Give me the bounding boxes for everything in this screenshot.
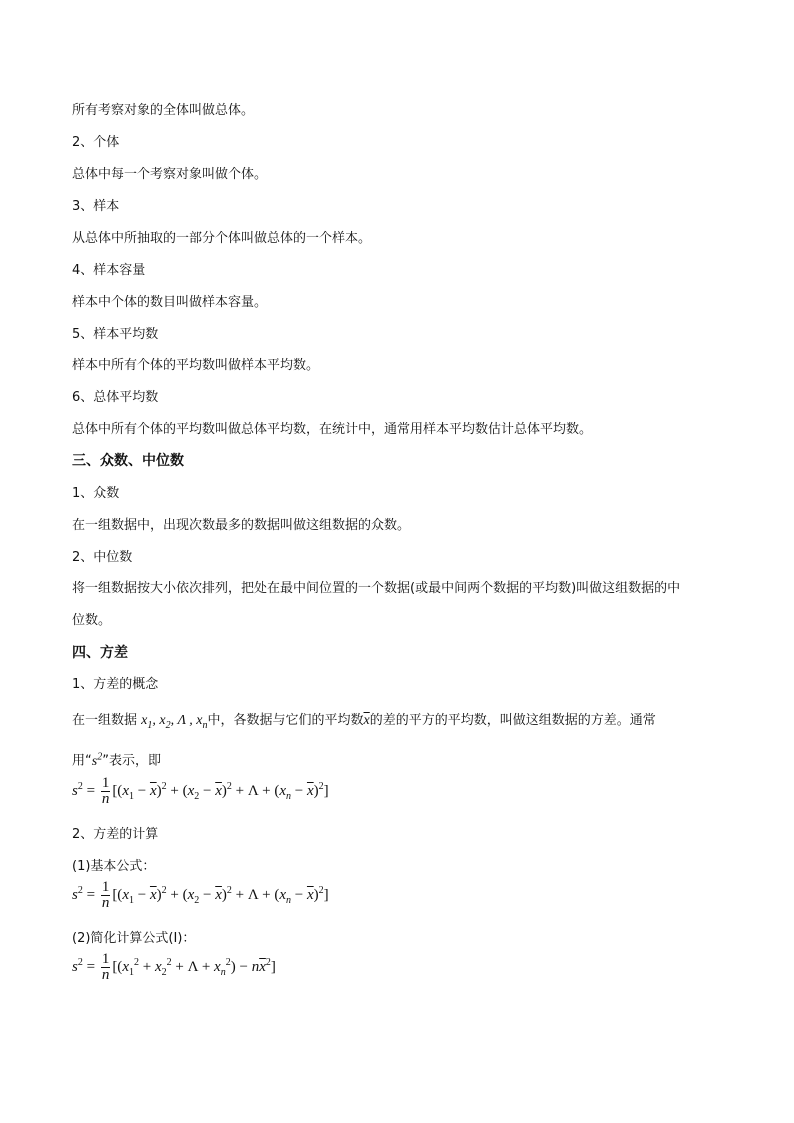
section-heading-mode-median: 三、众数、中位数: [72, 453, 184, 469]
subheading-variance-concept: 1、方差的概念: [72, 677, 159, 692]
text-line: 位数。: [72, 613, 112, 628]
subheading-sample: 3、样本: [72, 199, 120, 214]
text-line: 总体中每一个考察对象叫做个体。: [72, 167, 268, 182]
subheading-mode: 1、众数: [72, 486, 120, 501]
text-line: (2)简化计算公式(Ⅰ)：: [72, 931, 196, 946]
text-line-variance-definition: [72, 712, 656, 735]
text-span: 中，各数据与它们的平均数: [207, 713, 364, 728]
subheading-population-mean: 6、总体平均数: [72, 390, 159, 405]
section-heading-variance: 四、方差: [72, 645, 128, 661]
text-span: 在一组数据: [72, 713, 138, 728]
text-span: 的差的平方的平均数，叫做这组数据的方差。通常: [369, 713, 656, 728]
mean-symbol: $\overline{x}$: [363, 713, 370, 728]
text-line: 从总体中所抽取的一部分个体叫做总体的一个样本。: [72, 231, 372, 246]
text-line: 所有考察对象的全体叫做总体。: [72, 103, 255, 118]
variance-formula-basic: $s^2$ = $\frac{1}{n}$ $[(x_1 - \overline{x})^2 + (x_2 - \overline{x})^2 + \Lambda + (x_n - \overline{x})^2]$: [72, 879, 329, 911]
text-span: ”表示，即: [102, 753, 161, 769]
text-line: (1)基本公式：: [72, 859, 156, 874]
text-line: 在一组数据中，出现次数最多的数据叫做这组数据的众数。: [72, 518, 411, 533]
text-line: 总体中所有个体的平均数叫做总体平均数，在统计中，通常用样本平均数估计总体平均数。: [72, 422, 593, 437]
subheading-individual: 2、个体: [72, 135, 120, 150]
subheading-median: 2、中位数: [72, 550, 133, 565]
data-list-formula: $x_1$, $x_2$, Λ , $x_n$: [141, 713, 208, 731]
variance-symbol: $s^2$: [91, 751, 103, 769]
subheading-sample-mean: 5、样本平均数: [72, 327, 159, 342]
subheading-sample-size: 4、样本容量: [72, 263, 146, 278]
text-line: [72, 748, 161, 771]
variance-formula-simplified: $s^2$ = $\frac{1}{n}$ $[(x_1^2 + x_2^2 + \Lambda + x_n^2) - n\overline{x}^2]$: [72, 951, 276, 983]
subheading-variance-calculation: 2、方差的计算: [72, 827, 159, 842]
text-line: 样本中所有个体的平均数叫做样本平均数。: [72, 358, 320, 373]
text-span: 用“: [72, 753, 92, 769]
text-line: 样本中个体的数目叫做样本容量。: [72, 295, 268, 310]
text-line: 将一组数据按大小依次排列，把处在最中间位置的一个数据(或最中间两个数据的平均数)叫做这组数据的中: [72, 581, 681, 596]
variance-formula-definition: $s^2$ = $\frac{1}{n}$ $[(x_1 - \overline{x})^2 + (x_2 - \overline{x})^2 + \Lambda + (x_n - \overline{x})^2]$: [72, 775, 329, 807]
